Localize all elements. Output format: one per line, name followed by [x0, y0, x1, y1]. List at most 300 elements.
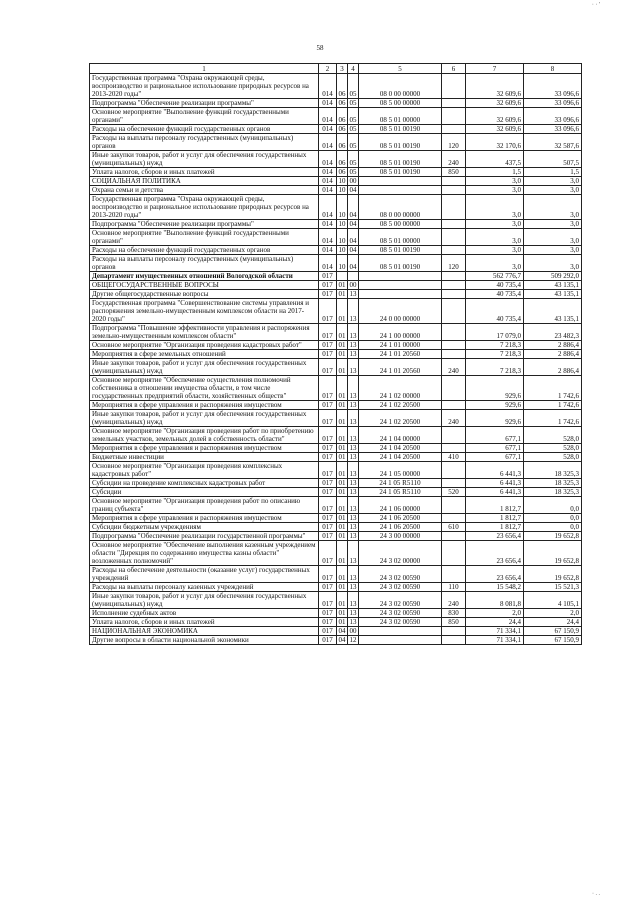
amount-2019-cell: 929,6: [466, 410, 524, 427]
amount-2020-cell: 3,0: [524, 255, 582, 272]
row-name-cell: Расходы на выплаты персоналу государственных (муниципальных) органов: [90, 255, 319, 272]
admin-code-cell: 017: [319, 376, 337, 401]
expense-type-cell: [442, 427, 466, 444]
amount-2020-cell: 2 886,4: [524, 350, 582, 359]
expense-type-cell: 240: [442, 151, 466, 168]
amount-2020-cell: 1 742,6: [524, 376, 582, 401]
section-cell: 01: [338, 290, 346, 298]
table-row: [90, 299, 582, 324]
table-row: [90, 618, 582, 627]
expense-type-cell: 610: [442, 523, 466, 532]
amount-2020-cell: 23 482,3: [524, 324, 582, 341]
amount-2020-cell: 43 135,1: [524, 281, 582, 290]
section-cell: 06: [337, 108, 348, 125]
expense-type-cell: [442, 246, 466, 255]
section-cell: 01: [338, 618, 346, 626]
admin-code-cell: 017: [319, 281, 337, 290]
row-name-cell: Иные закупки товаров, работ и услуг для обеспечения государственных (муниципальных) нужд: [90, 151, 319, 168]
target-article-cell: 08 0 00 00000: [359, 195, 442, 220]
amount-2020-cell: 2 886,4: [524, 341, 582, 350]
subsection-cell: 13: [349, 514, 357, 522]
amount-2019-cell: 1 812,7: [466, 523, 524, 532]
subsection-cell: 13: [348, 497, 359, 514]
table-row: [90, 462, 582, 479]
row-name-cell: Государственная программа "Охрана окружающей среды, воспроизводство и рациональное использование природных ресурсов на 2013-2020 годы": [90, 195, 319, 220]
row-name-cell: Мероприятия в сфере управления и распоряжения имуществом: [90, 444, 319, 453]
amount-2020-cell: 3,0: [524, 177, 582, 186]
expense-type-cell: [442, 229, 466, 246]
target-article-cell: 08 5 01 00000: [359, 229, 442, 246]
admin-code-cell: 014: [319, 246, 337, 255]
subsection-cell: 13: [348, 566, 359, 583]
row-name-cell: Иные закупки товаров, работ и услуг для обеспечения государственных (муниципальных) нужд: [90, 592, 319, 609]
section-cell: 06: [338, 125, 346, 133]
row-name-cell: Расходы на обеспечение функций государственных органов: [90, 125, 319, 134]
row-name-cell: Иные закупки товаров, работ и услуг для обеспечения государственных (муниципальных) нужд: [90, 359, 319, 376]
admin-code-cell: 017: [319, 523, 337, 532]
section-cell: 01: [337, 462, 348, 479]
section-cell: 01: [337, 324, 348, 341]
target-article-cell: [359, 272, 442, 281]
admin-code-cell: 017: [319, 324, 337, 341]
amount-2020-cell: 32 587,6: [524, 134, 582, 151]
row-name-cell: Другие вопросы в области национальной экономики: [90, 636, 319, 645]
admin-code-cell: 017: [319, 272, 337, 281]
admin-code-cell: 017: [319, 341, 337, 350]
expense-type-cell: [442, 299, 466, 324]
subsection-cell: 13: [348, 427, 359, 444]
amount-2019-cell: 2,0: [466, 609, 524, 618]
corner-mark-bottom: · . .: [592, 891, 600, 897]
target-article-cell: 08 5 01 00190: [359, 168, 442, 177]
target-article-cell: 24 0 00 00000: [359, 299, 442, 324]
admin-code-cell: 017: [319, 488, 337, 497]
amount-2020-cell: 67 150,9: [524, 636, 582, 645]
admin-code-cell: 017: [319, 541, 337, 566]
expense-type-cell: [442, 220, 466, 229]
amount-2019-cell: 32 609,6: [466, 99, 524, 108]
budget-table: [89, 63, 582, 645]
amount-2020-cell: 19 652,8: [524, 532, 582, 541]
amount-2020-cell: 24,4: [524, 618, 582, 627]
row-name-cell: Основное мероприятие "Обеспечение выполнения казенным учреждением области "Дирекция по содержанию имущества казны области" возложенных полномочий": [90, 541, 319, 566]
target-article-cell: [359, 290, 442, 299]
row-name-cell: Мероприятия в сфере управления и распоряжения имуществом: [90, 514, 319, 523]
amount-2019-cell: 71 334,1: [466, 627, 524, 636]
expense-type-cell: [442, 627, 466, 636]
target-article-cell: 24 3 02 00000: [359, 541, 442, 566]
expense-type-cell: [442, 186, 466, 195]
admin-code-cell: 017: [319, 532, 337, 541]
target-article-cell: 24 3 02 00590: [359, 618, 442, 627]
table-row: [90, 479, 582, 488]
subsection-cell: 05: [348, 151, 359, 168]
admin-code-cell: 017: [319, 583, 337, 592]
subsection-cell: 13: [349, 453, 357, 461]
section-cell: 10: [338, 220, 346, 228]
admin-code-cell: 017: [319, 618, 337, 627]
subsection-cell: 13: [349, 444, 357, 452]
subsection-cell: 13: [348, 592, 359, 609]
admin-code-cell: 014: [319, 108, 337, 125]
admin-code-cell: 017: [319, 592, 337, 609]
header-row: [90, 64, 582, 74]
row-name-cell: Субсидии на проведение комплексных кадастровых работ: [90, 479, 319, 488]
subsection-cell: 05: [348, 108, 359, 125]
expense-type-cell: [442, 514, 466, 523]
amount-2019-cell: 32 609,6: [466, 125, 524, 134]
subsection-cell: 00: [349, 281, 357, 289]
target-article-cell: 08 5 00 00000: [359, 99, 442, 108]
section-cell: 10: [337, 229, 348, 246]
subsection-cell: 04: [348, 229, 359, 246]
table-row: [90, 410, 582, 427]
section-cell: [337, 272, 348, 281]
target-article-cell: [359, 186, 442, 195]
target-article-cell: 24 1 01 20560: [359, 350, 442, 359]
admin-code-cell: 017: [319, 636, 337, 645]
admin-code-cell: 014: [319, 255, 337, 272]
expense-type-cell: [442, 99, 466, 108]
admin-code-cell: 017: [319, 359, 337, 376]
row-name-cell: Субсидии бюджетным учреждениям: [90, 523, 319, 532]
admin-code-cell: 017: [319, 497, 337, 514]
amount-2020-cell: 0,0: [524, 514, 582, 523]
table-row: [90, 125, 582, 134]
header-cell: 5: [359, 64, 442, 74]
section-cell: 01: [337, 299, 348, 324]
subsection-cell: 13: [348, 462, 359, 479]
amount-2019-cell: 71 334,1: [466, 636, 524, 645]
amount-2019-cell: 677,1: [466, 453, 524, 462]
target-article-cell: 24 3 02 00590: [359, 592, 442, 609]
row-name-cell: Основное мероприятие "Организация проведения кадастровых работ": [90, 341, 319, 350]
header-cell: 3: [337, 64, 348, 74]
target-article-cell: 08 5 01 00000: [359, 108, 442, 125]
admin-code-cell: 014: [319, 220, 337, 229]
section-cell: 06: [338, 168, 346, 176]
amount-2019-cell: 23 656,4: [466, 541, 524, 566]
amount-2019-cell: 17 079,0: [466, 324, 524, 341]
section-cell: 01: [338, 401, 346, 409]
amount-2019-cell: 23 656,4: [466, 566, 524, 583]
amount-2019-cell: 40 735,4: [466, 290, 524, 299]
row-name-cell: СОЦИАЛЬНАЯ ПОЛИТИКА: [90, 177, 319, 186]
admin-code-cell: 014: [319, 186, 337, 195]
row-name-cell: Департамент имущественных отношений Вологодской области: [90, 272, 319, 281]
amount-2019-cell: 1,5: [466, 168, 524, 177]
amount-2019-cell: 677,1: [466, 444, 524, 453]
target-article-cell: 24 1 05 R5110: [359, 488, 442, 497]
amount-2020-cell: 4 105,1: [524, 592, 582, 609]
expense-type-cell: [442, 281, 466, 290]
section-cell: 01: [337, 427, 348, 444]
target-article-cell: [359, 636, 442, 645]
section-cell: 10: [337, 255, 348, 272]
section-cell: 01: [338, 350, 346, 358]
table-row: [90, 99, 582, 108]
subsection-cell: 13: [349, 350, 357, 358]
admin-code-cell: 014: [319, 99, 337, 108]
table-row: [90, 281, 582, 290]
row-name-cell: Бюджетные инвестиции: [90, 453, 319, 462]
target-article-cell: 08 0 00 00000: [359, 74, 442, 99]
target-article-cell: 24 1 05 R5110: [359, 479, 442, 488]
table-row: [90, 359, 582, 376]
section-cell: 01: [338, 609, 346, 617]
table-row: [90, 220, 582, 229]
admin-code-cell: 017: [319, 290, 337, 299]
table-row: [90, 636, 582, 645]
subsection-cell: 12: [349, 636, 357, 644]
expense-type-cell: 110: [442, 583, 466, 592]
page-number: 58: [316, 44, 324, 52]
section-cell: 10: [338, 186, 346, 194]
table-row: [90, 444, 582, 453]
table-row: [90, 341, 582, 350]
subsection-cell: 13: [349, 401, 357, 409]
target-article-cell: 24 3 02 00590: [359, 583, 442, 592]
table-row: [90, 324, 582, 341]
expense-type-cell: [442, 444, 466, 453]
expense-type-cell: 850: [442, 618, 466, 627]
target-article-cell: 08 5 01 00190: [359, 125, 442, 134]
subsection-cell: 13: [349, 609, 357, 617]
expense-type-cell: [442, 195, 466, 220]
row-name-cell: Подпрограмма "Повышение эффективности управления и распоряжения земельно-имущественным комплексом области": [90, 324, 319, 341]
amount-2020-cell: 2 886,4: [524, 359, 582, 376]
subsection-cell: 05: [349, 168, 357, 176]
table-row: [90, 108, 582, 125]
row-name-cell: Исполнение судебных актов: [90, 609, 319, 618]
subsection-cell: 13: [348, 541, 359, 566]
target-article-cell: 08 5 01 00190: [359, 255, 442, 272]
expense-type-cell: 240: [442, 410, 466, 427]
table-row: [90, 609, 582, 618]
table-row: [90, 566, 582, 583]
amount-2020-cell: 19 652,8: [524, 541, 582, 566]
row-name-cell: Мероприятия в сфере земельных отношений: [90, 350, 319, 359]
header-cell: 2: [319, 64, 337, 74]
subsection-cell: 13: [348, 299, 359, 324]
amount-2020-cell: 2,0: [524, 609, 582, 618]
expense-type-cell: [442, 497, 466, 514]
section-cell: 06: [338, 99, 346, 107]
amount-2020-cell: 18 325,3: [524, 479, 582, 488]
row-name-cell: Другие общегосударственные вопросы: [90, 290, 319, 299]
admin-code-cell: 017: [319, 350, 337, 359]
expense-type-cell: [442, 290, 466, 299]
amount-2019-cell: 7 218,3: [466, 341, 524, 350]
amount-2020-cell: 43 135,1: [524, 290, 582, 299]
expense-type-cell: 830: [442, 609, 466, 618]
amount-2020-cell: 528,0: [524, 444, 582, 453]
table-row: [90, 229, 582, 246]
amount-2019-cell: 8 081,8: [466, 592, 524, 609]
admin-code-cell: 017: [319, 462, 337, 479]
target-article-cell: 24 3 00 00000: [359, 532, 442, 541]
amount-2020-cell: 3,0: [524, 246, 582, 255]
expense-type-cell: [442, 177, 466, 186]
admin-code-cell: 014: [319, 168, 337, 177]
amount-2019-cell: 562 776,7: [466, 272, 524, 281]
section-cell: 10: [338, 246, 346, 254]
subsection-cell: 13: [348, 359, 359, 376]
section-cell: 01: [338, 532, 346, 540]
section-cell: 01: [338, 444, 346, 452]
amount-2020-cell: 0,0: [524, 523, 582, 532]
table-row: [90, 255, 582, 272]
amount-2019-cell: 929,6: [466, 401, 524, 410]
amount-2019-cell: 3,0: [466, 246, 524, 255]
admin-code-cell: 014: [319, 195, 337, 220]
table-row: [90, 488, 582, 497]
section-cell: 01: [338, 523, 346, 531]
row-name-cell: Подпрограмма "Обеспечение реализации государственной программы": [90, 532, 319, 541]
amount-2019-cell: 3,0: [466, 186, 524, 195]
subsection-cell: 13: [349, 523, 357, 531]
admin-code-cell: 017: [319, 299, 337, 324]
amount-2019-cell: 677,1: [466, 427, 524, 444]
subsection-cell: 04: [348, 195, 359, 220]
section-cell: 06: [337, 151, 348, 168]
subsection-cell: 05: [348, 74, 359, 99]
row-name-cell: Охрана семьи и детства: [90, 186, 319, 195]
section-cell: 01: [338, 514, 346, 522]
section-cell: 01: [337, 376, 348, 401]
amount-2020-cell: 3,0: [524, 195, 582, 220]
header-cell: 6: [442, 64, 466, 74]
row-name-cell: НАЦИОНАЛЬНАЯ ЭКОНОМИКА: [90, 627, 319, 636]
subsection-cell: 05: [349, 125, 357, 133]
amount-2019-cell: 3,0: [466, 220, 524, 229]
amount-2019-cell: 3,0: [466, 195, 524, 220]
row-name-cell: Основное мероприятие "Организация проведения работ по приобретению земельных участков, земельных долей в собственность области": [90, 427, 319, 444]
target-article-cell: 24 1 06 20500: [359, 523, 442, 532]
target-article-cell: 24 1 04 20500: [359, 453, 442, 462]
subsection-cell: 13: [349, 290, 357, 298]
amount-2019-cell: 3,0: [466, 229, 524, 246]
table-row: [90, 427, 582, 444]
expense-type-cell: [442, 272, 466, 281]
amount-2020-cell: 19 652,8: [524, 566, 582, 583]
target-article-cell: 24 1 01 00000: [359, 341, 442, 350]
section-cell: 01: [337, 410, 348, 427]
amount-2020-cell: 18 325,3: [524, 462, 582, 479]
expense-type-cell: 120: [442, 255, 466, 272]
admin-code-cell: 014: [319, 74, 337, 99]
table-row: [90, 177, 582, 186]
section-cell: 01: [338, 479, 346, 487]
target-article-cell: 24 1 06 20500: [359, 514, 442, 523]
amount-2019-cell: 6 441,3: [466, 479, 524, 488]
row-name-cell: Расходы на выплаты персоналу государственных (муниципальных) органов: [90, 134, 319, 151]
expense-type-cell: [442, 108, 466, 125]
section-cell: 01: [338, 488, 346, 496]
amount-2020-cell: 509 292,0: [524, 272, 582, 281]
corner-mark-top: · · ': [591, 2, 600, 8]
row-name-cell: Подпрограмма "Обеспечение реализации программы": [90, 220, 319, 229]
target-article-cell: 24 3 02 00590: [359, 609, 442, 618]
row-name-cell: Уплата налогов, сборов и иных платежей: [90, 618, 319, 627]
amount-2020-cell: 33 096,6: [524, 108, 582, 125]
amount-2019-cell: 32 609,6: [466, 108, 524, 125]
expense-type-cell: 850: [442, 168, 466, 177]
row-name-cell: Расходы на обеспечение функций государственных органов: [90, 246, 319, 255]
amount-2020-cell: 528,0: [524, 427, 582, 444]
row-name-cell: ОБЩЕГОСУДАРСТВЕННЫЕ ВОПРОСЫ: [90, 281, 319, 290]
subsection-cell: 13: [349, 618, 357, 626]
section-cell: 10: [338, 177, 346, 185]
header-cell: 1: [90, 64, 319, 74]
subsection-cell: 13: [348, 324, 359, 341]
target-article-cell: 24 1 02 20500: [359, 410, 442, 427]
subsection-cell: 04: [349, 186, 357, 194]
amount-2020-cell: 507,5: [524, 151, 582, 168]
amount-2020-cell: 43 135,1: [524, 299, 582, 324]
table-row: [90, 592, 582, 609]
admin-code-cell: 017: [319, 514, 337, 523]
amount-2020-cell: 33 096,6: [524, 74, 582, 99]
amount-2020-cell: 3,0: [524, 186, 582, 195]
expense-type-cell: [442, 350, 466, 359]
section-cell: 01: [337, 566, 348, 583]
target-article-cell: 24 1 04 20500: [359, 444, 442, 453]
table-row: [90, 514, 582, 523]
row-name-cell: Государственная программа "Охрана окружающей среды, воспроизводство и рациональное использование природных ресурсов на 2013-2020 годы": [90, 74, 319, 99]
header-cell: 4: [348, 64, 359, 74]
expense-type-cell: [442, 532, 466, 541]
section-cell: 01: [338, 583, 346, 591]
amount-2020-cell: 3,0: [524, 229, 582, 246]
amount-2020-cell: 3,0: [524, 220, 582, 229]
section-cell: 04: [338, 636, 346, 644]
table-row: [90, 290, 582, 299]
table-row: [90, 151, 582, 168]
target-article-cell: 08 5 01 00190: [359, 134, 442, 151]
target-article-cell: 24 1 06 00000: [359, 497, 442, 514]
section-cell: 01: [338, 341, 346, 349]
admin-code-cell: 017: [319, 444, 337, 453]
subsection-cell: 00: [349, 627, 357, 635]
amount-2019-cell: 437,5: [466, 151, 524, 168]
row-name-cell: Расходы на выплаты персоналу казенных учреждений: [90, 583, 319, 592]
expense-type-cell: 120: [442, 134, 466, 151]
admin-code-cell: 014: [319, 151, 337, 168]
amount-2019-cell: 40 735,4: [466, 299, 524, 324]
expense-type-cell: [442, 324, 466, 341]
target-article-cell: 08 5 01 00190: [359, 151, 442, 168]
admin-code-cell: 017: [319, 401, 337, 410]
section-cell: 01: [337, 541, 348, 566]
amount-2020-cell: 15 521,3: [524, 583, 582, 592]
admin-code-cell: 017: [319, 566, 337, 583]
target-article-cell: 24 3 02 00590: [359, 566, 442, 583]
subsection-cell: 04: [349, 220, 357, 228]
target-article-cell: 24 1 02 20500: [359, 401, 442, 410]
expense-type-cell: [442, 125, 466, 134]
target-article-cell: [359, 627, 442, 636]
amount-2019-cell: 1 812,7: [466, 514, 524, 523]
admin-code-cell: 017: [319, 410, 337, 427]
subsection-cell: 13: [349, 341, 357, 349]
amount-2019-cell: 7 218,3: [466, 350, 524, 359]
row-name-cell: Основное мероприятие "Организация проведения комплексных кадастровых работ": [90, 462, 319, 479]
admin-code-cell: 017: [319, 453, 337, 462]
row-name-cell: Основное мероприятие "Выполнение функций государственными органами": [90, 108, 319, 125]
section-cell: 10: [337, 195, 348, 220]
amount-2019-cell: 3,0: [466, 255, 524, 272]
